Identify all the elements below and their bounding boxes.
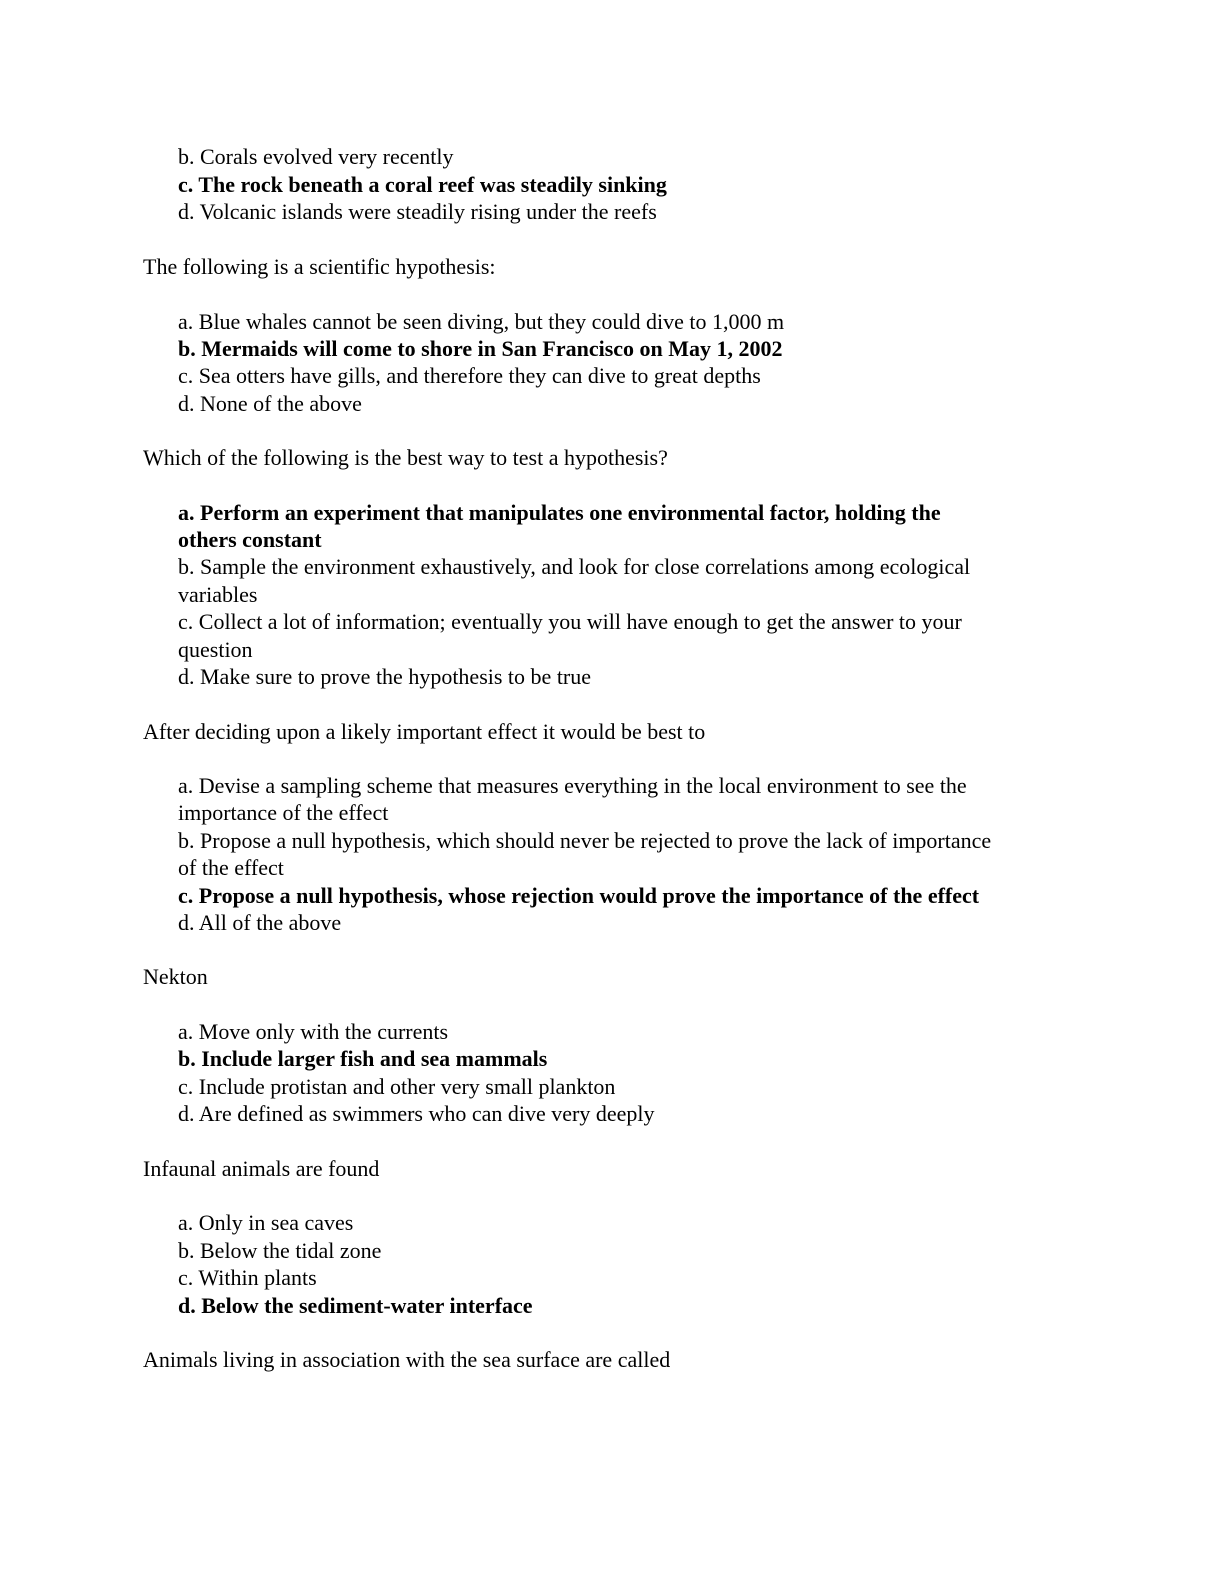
option-line: b. Propose a null hypothesis, which should never be rejected to prove the lack of importance bbox=[178, 828, 992, 853]
question-stem: The following is a scientific hypothesis: bbox=[143, 254, 496, 279]
correct-option-line: others constant bbox=[178, 527, 322, 552]
question-stem: Infaunal animals are found bbox=[143, 1156, 380, 1181]
correct-option-line: a. Perform an experiment that manipulates one environmental factor, holding the bbox=[178, 500, 941, 525]
option-line: d. All of the above bbox=[178, 910, 342, 935]
option-line: d. Make sure to prove the hypothesis to be true bbox=[178, 664, 592, 689]
question-stem: Which of the following is the best way to test a hypothesis? bbox=[143, 445, 668, 470]
question-stem: After deciding upon a likely important effect it would be best to bbox=[143, 719, 706, 744]
option-line: a. Blue whales cannot be seen diving, but they could dive to 1,000 m bbox=[178, 309, 785, 334]
correct-option-line: b. Include larger fish and sea mammals bbox=[178, 1046, 548, 1071]
option-line: c. Include protistan and other very small plankton bbox=[178, 1074, 616, 1099]
question-stem: Animals living in association with the sea surface are called bbox=[143, 1347, 671, 1372]
correct-option-line: c. Propose a null hypothesis, whose rejection would prove the importance of the effect bbox=[178, 883, 980, 908]
option-line: d. Are defined as swimmers who can dive very deeply bbox=[178, 1101, 655, 1126]
option-line: d. Volcanic islands were steadily rising under the reefs bbox=[178, 199, 657, 224]
option-line: question bbox=[178, 637, 253, 662]
option-line: c. Collect a lot of information; eventually you will have enough to get the answer to your bbox=[178, 609, 962, 634]
option-line: of the effect bbox=[178, 855, 284, 880]
option-line: variables bbox=[178, 582, 258, 607]
correct-option-line: b. Mermaids will come to shore in San Francisco on May 1, 2002 bbox=[178, 336, 783, 361]
option-line: b. Corals evolved very recently bbox=[178, 144, 454, 169]
option-line: a. Move only with the currents bbox=[178, 1019, 449, 1044]
option-line: b. Sample the environment exhaustively, and look for close correlations among ecological bbox=[178, 554, 971, 579]
option-line: b. Below the tidal zone bbox=[178, 1238, 382, 1263]
option-line: a. Only in sea caves bbox=[178, 1210, 354, 1235]
option-line: a. Devise a sampling scheme that measures everything in the local environment to see the bbox=[178, 773, 967, 798]
option-line: importance of the effect bbox=[178, 800, 389, 825]
option-line: c. Within plants bbox=[178, 1265, 317, 1290]
option-line: c. Sea otters have gills, and therefore they can dive to great depths bbox=[178, 363, 761, 388]
option-line: d. None of the above bbox=[178, 391, 362, 416]
correct-option-line: c. The rock beneath a coral reef was steadily sinking bbox=[178, 172, 667, 197]
correct-option-line: d. Below the sediment-water interface bbox=[178, 1293, 533, 1318]
question-stem: Nekton bbox=[143, 964, 208, 989]
